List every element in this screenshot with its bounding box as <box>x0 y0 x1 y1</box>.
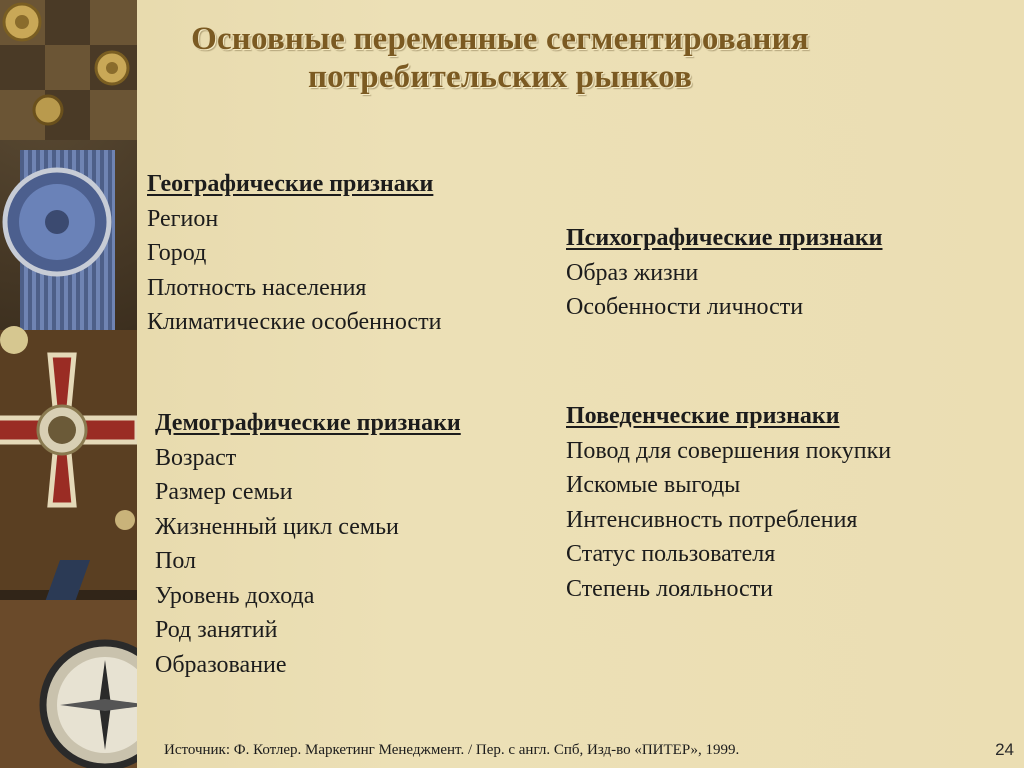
psychographic-item: Особенности личности <box>566 294 804 320</box>
demographic-item: Род занятий <box>155 617 278 643</box>
geographic-item: Плотность населения <box>147 274 367 301</box>
source-citation: Источник: Ф. Котлер. Маркетинг Менеджмент. / Пер. с англ. Спб, Изд-во «ПИТЕР», 1999. <box>164 742 740 758</box>
behavioral-item: Искомые выгоды <box>566 472 741 498</box>
demographic-item: Размер семьи <box>155 479 293 505</box>
behavioral-item: Интенсивность потребления <box>566 506 858 533</box>
behavioral-criteria-block <box>566 399 891 606</box>
psychographic-criteria-block <box>566 221 883 325</box>
demographic-criteria-block <box>155 406 461 682</box>
behavioral-item: Повод для совершения покупки <box>566 437 892 464</box>
medals-illustration <box>0 0 137 768</box>
geographic-criteria-block <box>147 167 441 340</box>
geographic-item: Город <box>147 240 207 266</box>
demographic-item: Пол <box>155 548 196 574</box>
demographic-item: Образование <box>155 651 287 678</box>
demographic-item: Уровень дохода <box>155 582 315 609</box>
behavioral-item: Степень лояльности <box>566 575 774 602</box>
slide-title-line-1: Основные переменные сегментирования <box>191 21 809 57</box>
psychographic-item: Образ жизни <box>566 259 699 286</box>
demographic-item: Жизненный цикл семьи <box>155 513 399 540</box>
page-number: 24 <box>995 740 1014 759</box>
behavioral-item: Статус пользователя <box>566 541 776 567</box>
behavioral-heading: Поведенческие признаки <box>566 403 840 429</box>
medals-collage-image <box>0 0 137 768</box>
demographic-heading: Демографические признаки <box>155 410 461 436</box>
slide-title-line-2: потребительских рынков <box>307 59 693 95</box>
geographic-item: Климатические особенности <box>147 309 442 335</box>
geographic-item: Регион <box>147 205 219 232</box>
demographic-item: Возраст <box>155 444 237 471</box>
psychographic-heading: Психографические признаки <box>566 225 883 251</box>
geographic-heading: Географические признаки <box>147 171 434 197</box>
slide-title <box>130 20 870 96</box>
